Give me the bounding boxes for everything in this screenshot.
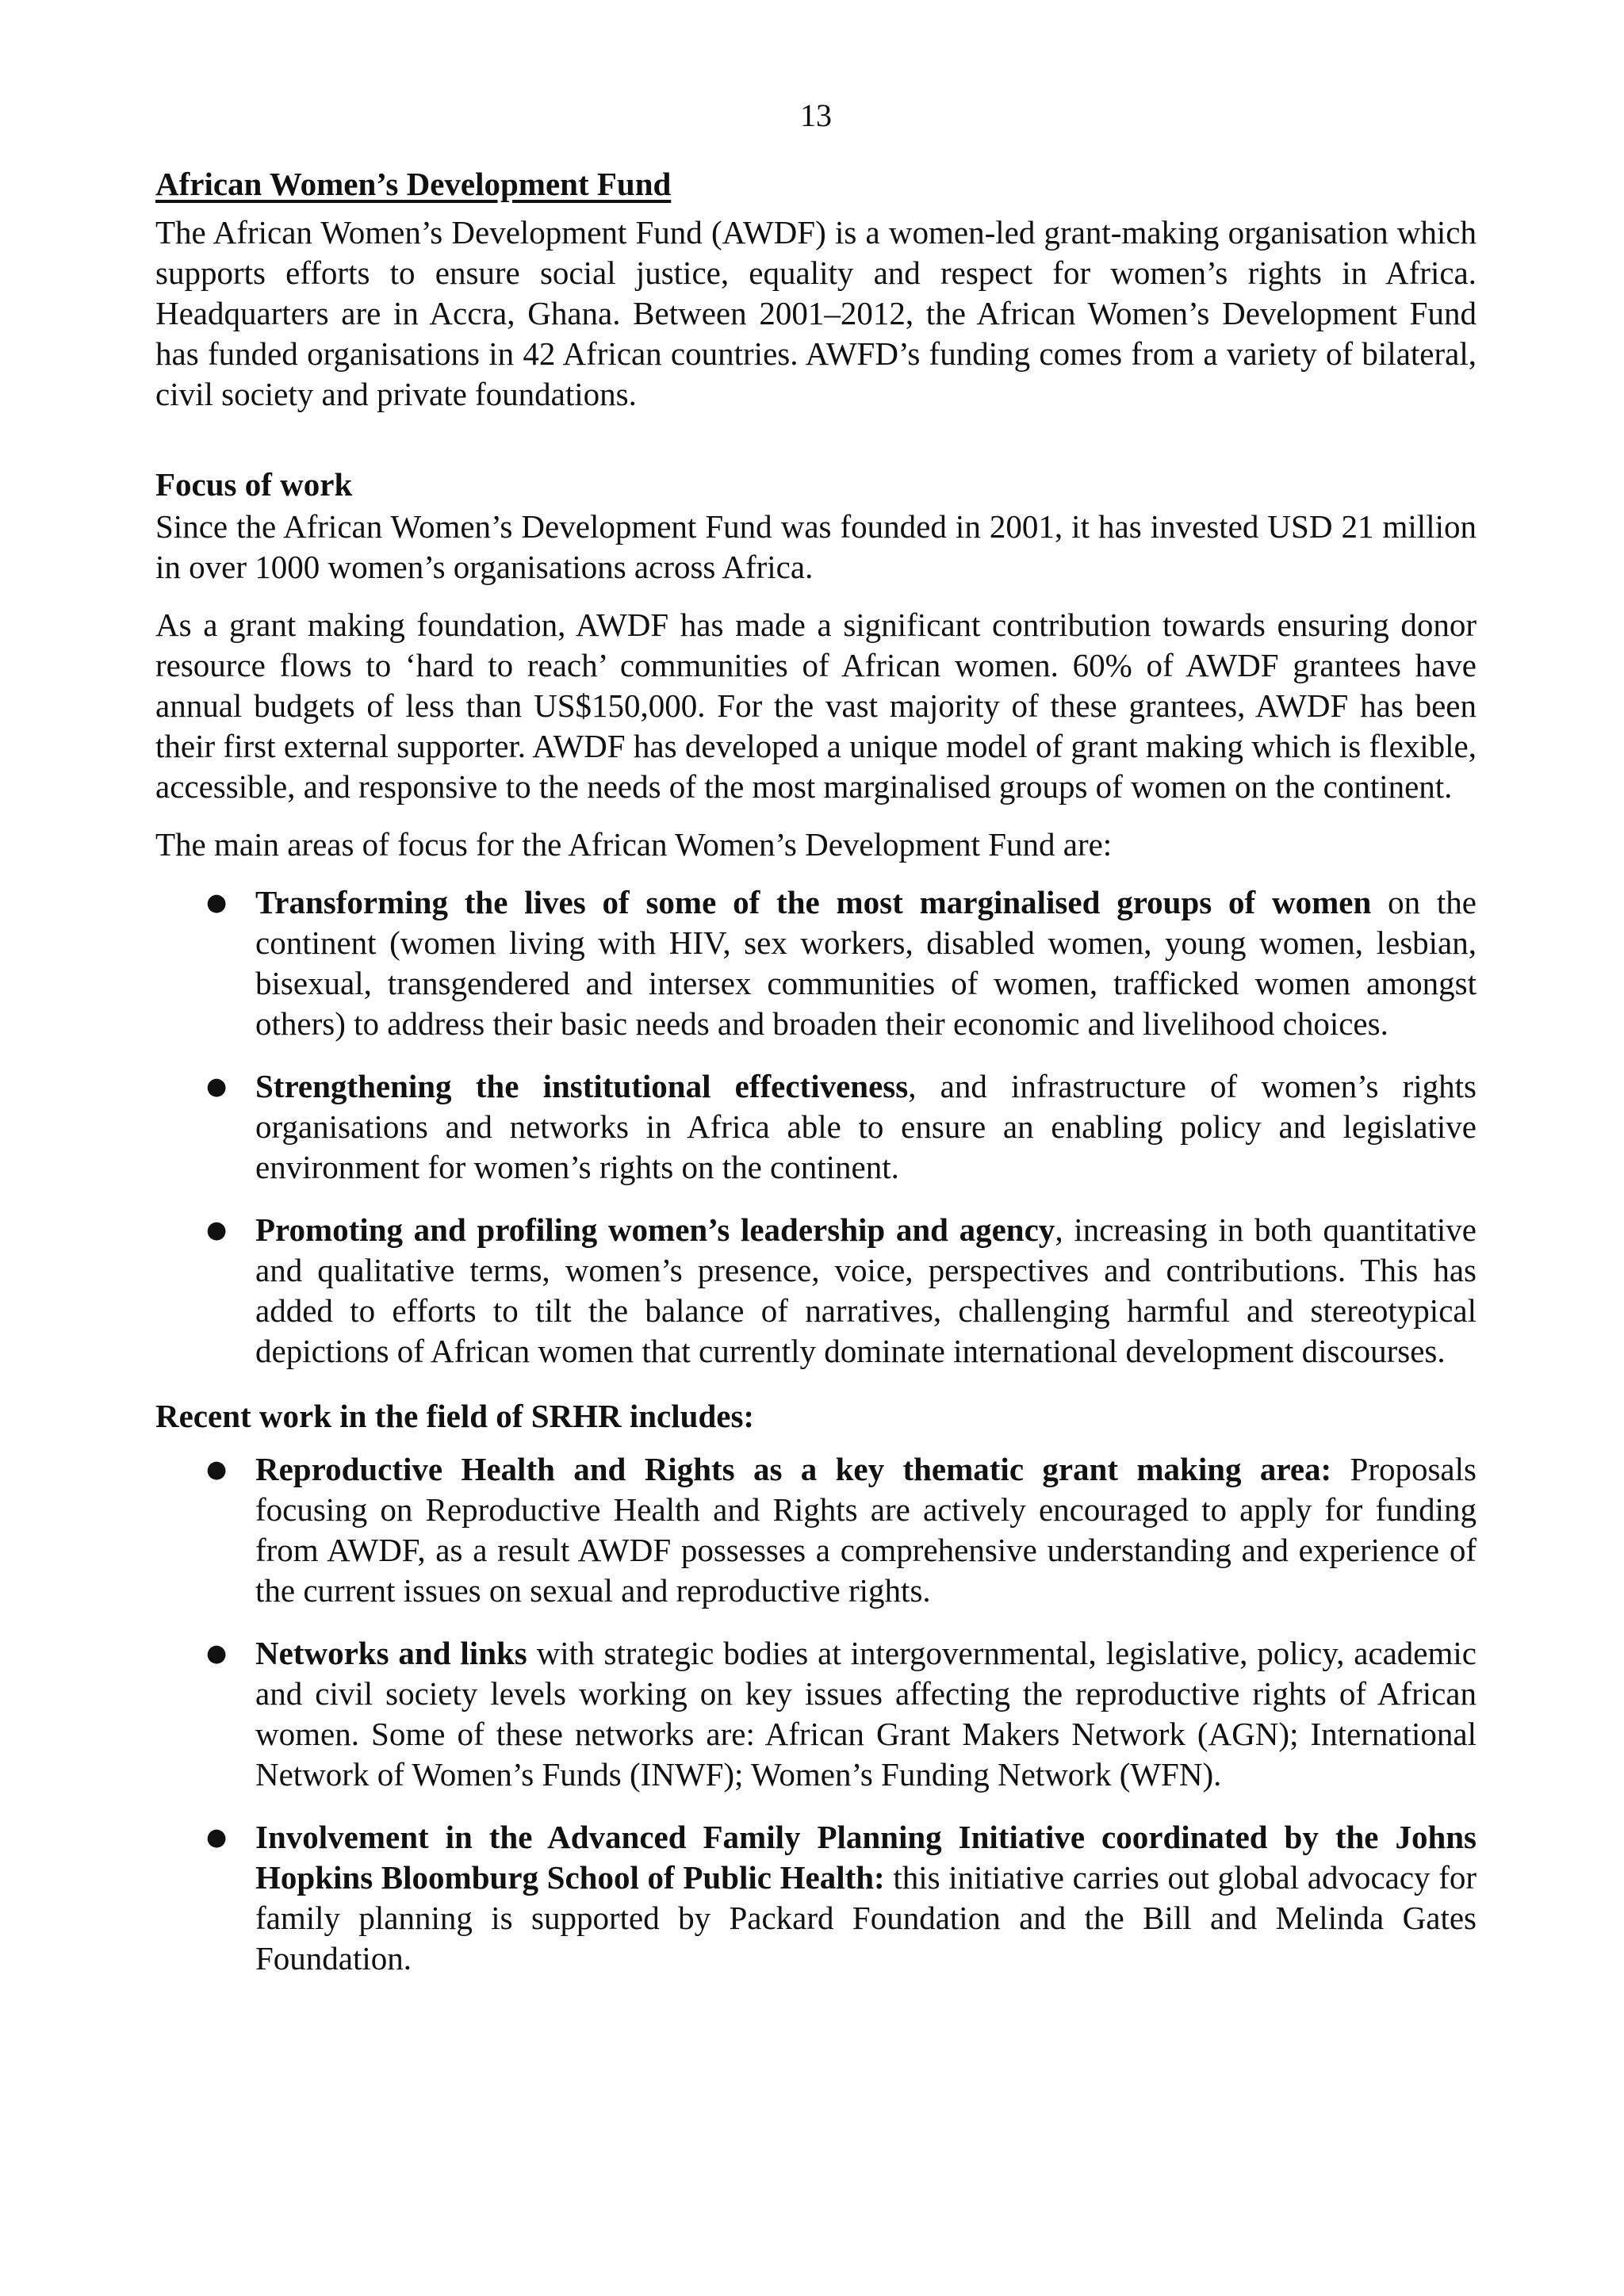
focus-paragraph-3: The main areas of focus for the African Women’s Development Fund are: bbox=[155, 826, 1113, 863]
list-item-text: , and infrastructure of women’s rights organisations and networks in Africa able to ensure an enabling policy and legislative environment for women’s rights on the continent. bbox=[255, 1068, 1477, 1185]
bullet-icon: ● bbox=[206, 1073, 228, 1100]
list-item-bold: Strengthening the institutional effectiveness bbox=[255, 1068, 909, 1104]
list-item-text: this initiative carries out global advocacy for family planning is supported by Packard Foundation and the Bill and Melinda Gates Foundation. bbox=[255, 1859, 1477, 1976]
list-item-text: on the continent (women living with HIV, sex workers, disabled women, young women, lesbian, bisexual, transgendered and intersex communities of women, trafficked women amongst others) to address their basic needs and broaden their economic and livelihood choices. bbox=[255, 884, 1477, 1042]
page-number: 13 bbox=[800, 98, 832, 133]
list-item bbox=[155, 1066, 1477, 1188]
bullet-icon: ● bbox=[206, 1216, 228, 1244]
focus-paragraph-1: Since the African Women’s Development Fund was founded in 2001, it has invested USD 21 million in over 1000 women’s organisations across Africa. bbox=[155, 508, 1477, 585]
focus-list bbox=[155, 882, 1477, 1372]
list-item-text: Proposals focusing on Reproductive Health and Rights are actively encouraged to apply for funding from AWDF, as a result AWDF possesses a comprehensive understanding and experience of the current issues on sexual and reproductive rights. bbox=[255, 1451, 1477, 1609]
bullet-icon: ● bbox=[206, 1823, 228, 1851]
list-item-bold: Networks and links bbox=[255, 1635, 527, 1671]
list-item bbox=[155, 1633, 1477, 1795]
list-item bbox=[155, 1449, 1477, 1611]
recent-heading: Recent work in the field of SRHR includes: bbox=[155, 1398, 755, 1434]
bullet-icon: ● bbox=[206, 1456, 228, 1483]
recent-list bbox=[155, 1449, 1477, 1979]
focus-paragraph-2: As a grant making foundation, AWDF has made a significant contribution towards ensuring donor resource flows to ‘hard to reach’ communities of African women. 60% of AWDF grantees have annual budgets of less than US$150,000. For the vast majority of these grantees, AWDF has been their first external supporter. AWDF has developed a unique model of grant making which is flexible, accessible, and responsive to the needs of the most marginalised groups of women on the continent. bbox=[155, 607, 1477, 805]
list-item bbox=[155, 882, 1477, 1044]
list-item-text: , increasing in both quantitative and qualitative terms, women’s presence, voice, perspectives and contributions. This has added to efforts to tilt the balance of narratives, challenging harmful and stereotypical depictions of African women that currently dominate international development discourses. bbox=[255, 1211, 1477, 1369]
list-item bbox=[155, 1817, 1477, 1979]
focus-heading: Focus of work bbox=[155, 466, 353, 503]
list-item-bold: Involvement in the Advanced Family Planning Initiative coordinated by the Johns Hopkins Bloomburg School of Public Health: bbox=[255, 1819, 1477, 1896]
list-item bbox=[155, 1210, 1477, 1372]
list-item-bold: Reproductive Health and Rights as a key thematic grant making area: bbox=[255, 1451, 1332, 1487]
bullet-icon: ● bbox=[206, 1640, 228, 1667]
list-item-bold: Promoting and profiling women’s leadership and agency bbox=[255, 1211, 1055, 1248]
bullet-icon: ● bbox=[206, 889, 228, 916]
list-item-bold: Transforming the lives of some of the most marginalised groups of women bbox=[255, 884, 1372, 920]
section-title: African Women’s Development Fund bbox=[155, 166, 672, 202]
intro-paragraph: The African Women’s Development Fund (AWDF) is a women-led grant-making organisation which supports efforts to ensure social justice, equality and respect for women’s rights in Africa. Headquarters are in Accra, Ghana. Between 2001–2012, the African Women’s Development Fund has funded organisations in 42 African countries. AWFD’s funding comes from a variety of bilateral, civil society and private foundations. bbox=[155, 214, 1477, 412]
document-page bbox=[155, 94, 1477, 2001]
list-item-text: with strategic bodies at intergovernmental, legislative, policy, academic and civil society levels working on key issues affecting the reproductive rights of African women. Some of these networks are: African Grant Makers Network (AGN); International Network of Women’s Funds (INWF); Women’s Funding Network (WFN). bbox=[255, 1635, 1477, 1793]
